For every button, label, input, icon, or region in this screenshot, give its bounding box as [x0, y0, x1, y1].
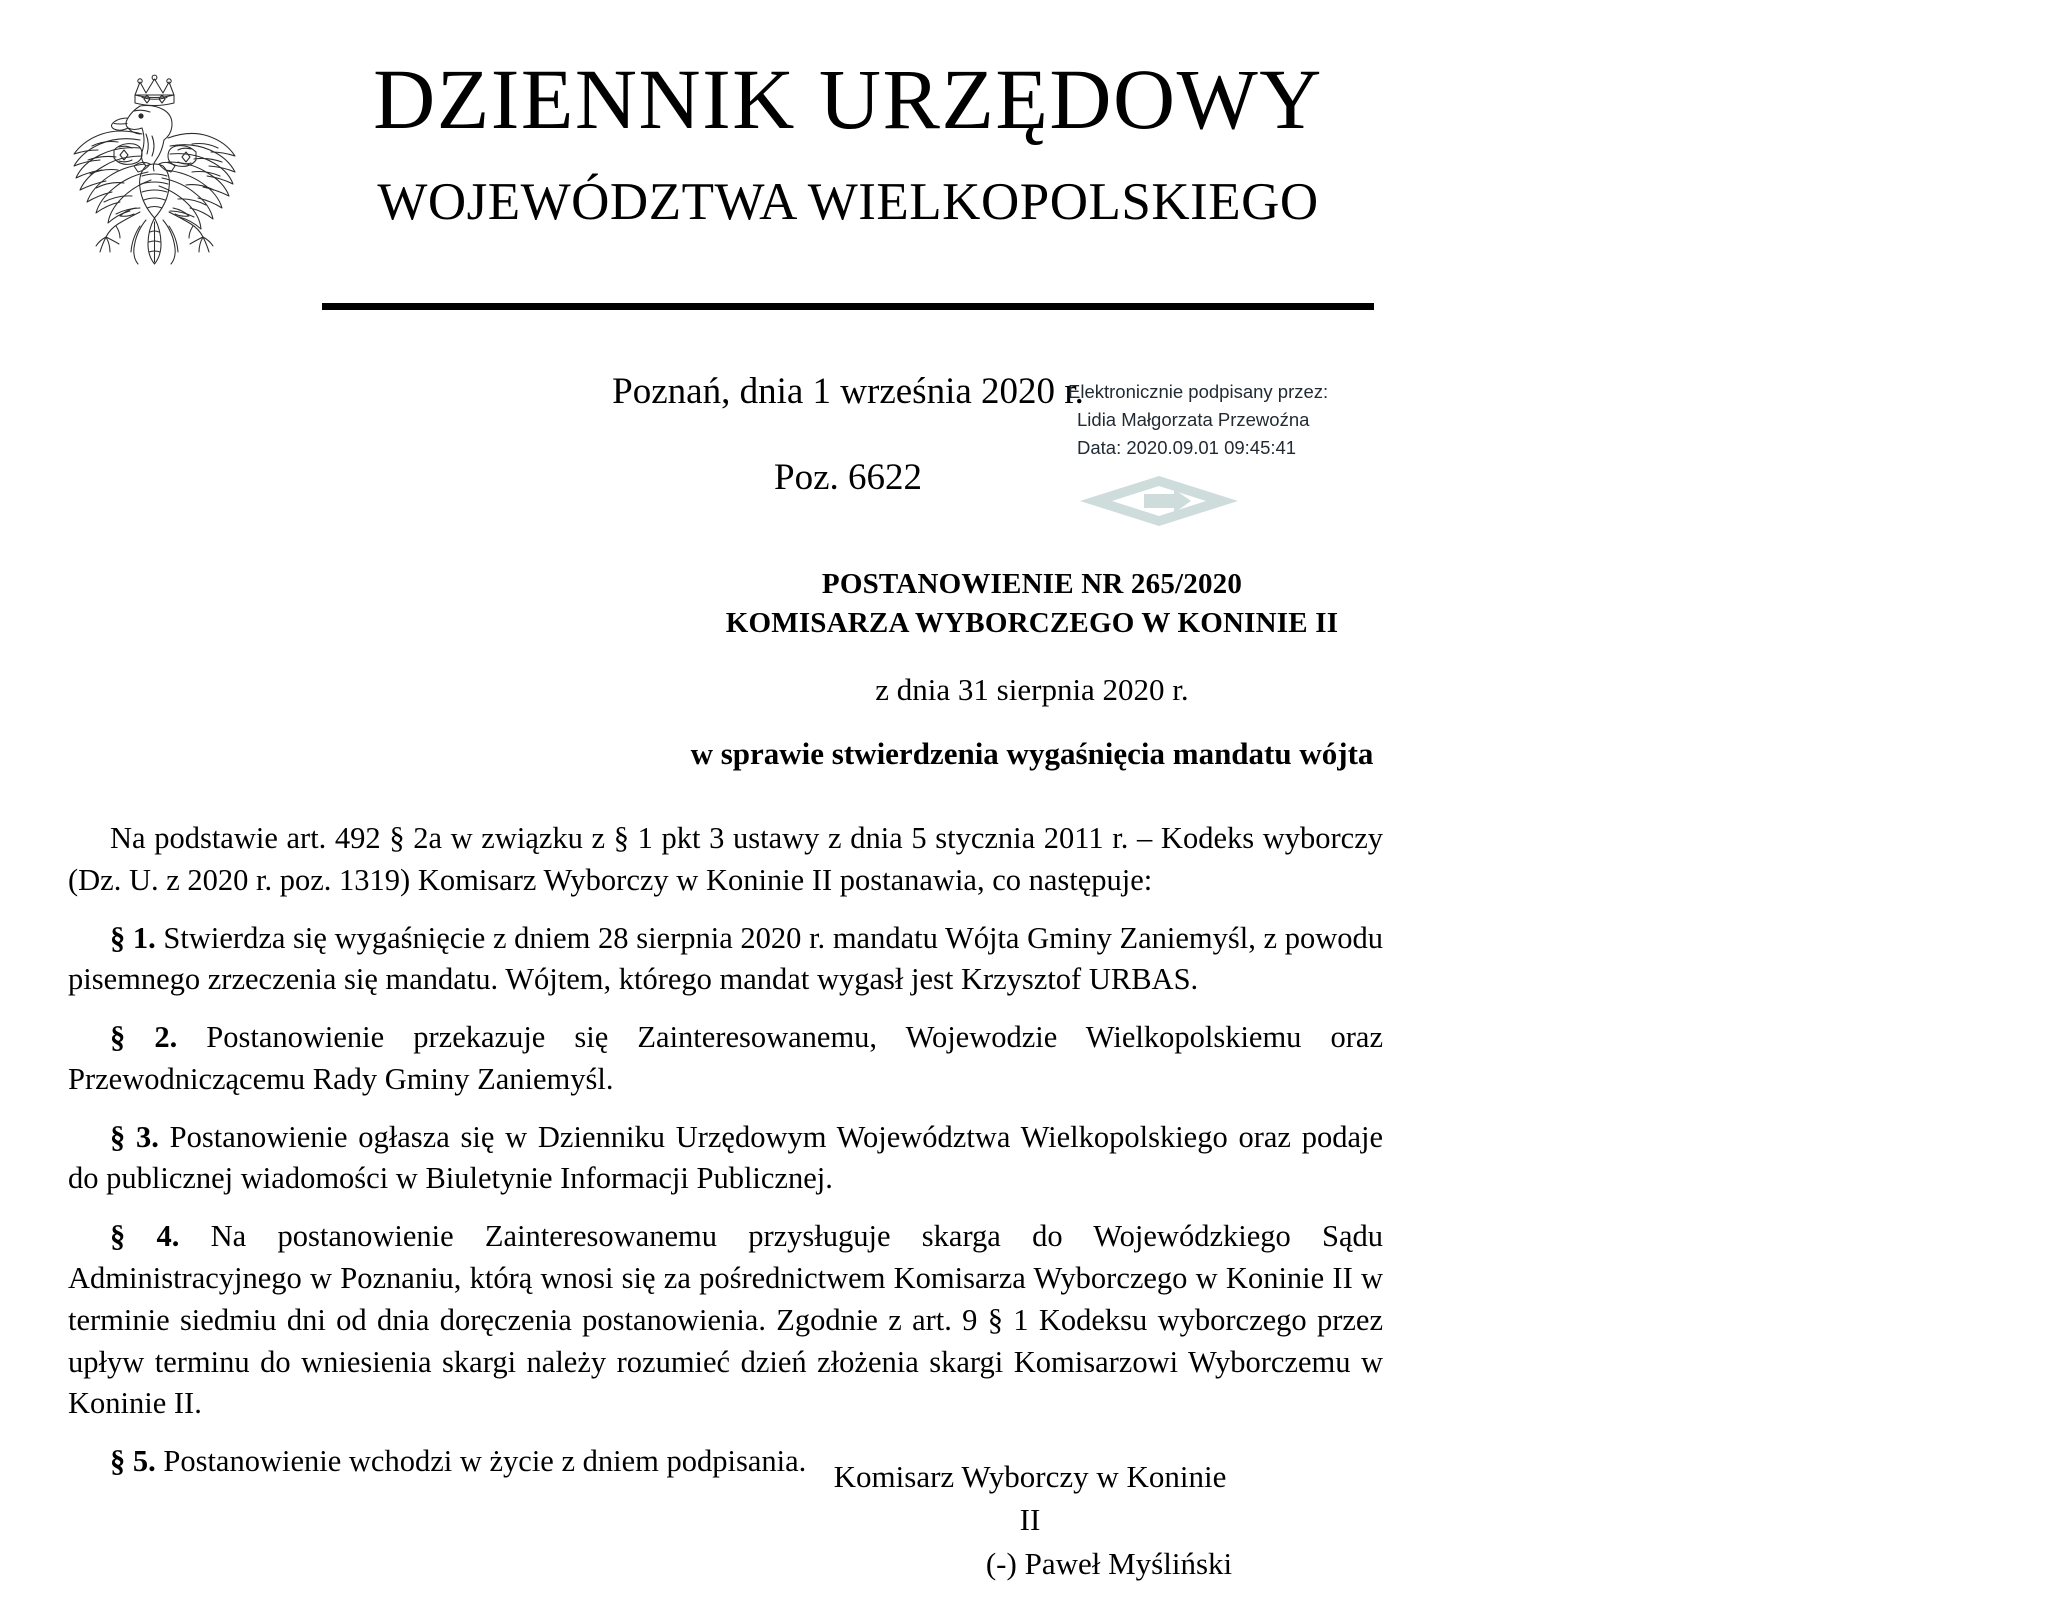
masthead-divider [322, 303, 1374, 310]
paragraph-preamble-text: Na podstawie art. 492 § 2a w związku z § 1 pkt 3 ustawy z dnia 5 stycznia 2011 r. – Kodeks wyborczy (Dz. U. z 2020 r. poz. 1319) Komisarz Wyborczy w Koninie II postanawia, co następuje: [68, 821, 1383, 897]
paragraph-1-marker: § 1. [110, 920, 156, 955]
paragraph-3 [68, 1117, 1383, 1201]
masthead [0, 0, 2064, 330]
document-subject: w sprawie stwierdzenia wygaśnięcia mandatu wójta [690, 736, 1374, 771]
signatory-role: Komisarz Wyborczy w Koninie II [833, 1459, 1227, 1538]
esignature-signed-by-label: Elektronicznie podpisany przez: [1068, 381, 1329, 402]
paragraph-2-marker: § 2. [110, 1020, 178, 1055]
paragraph-5-marker: § 5. [110, 1444, 156, 1479]
signatory-name: (-) Paweł Myśliński [985, 1545, 1233, 1581]
paragraph-1 [68, 918, 1383, 1002]
paragraph-2 [68, 1017, 1383, 1101]
issue-place-date: Poznań, dnia 1 września 2020 r. [612, 371, 1084, 412]
masthead-titles [318, 51, 1378, 231]
e-signature-diamond-logo [1078, 474, 1240, 528]
document-heading [140, 565, 1924, 642]
paragraph-4 [68, 1216, 1383, 1425]
paragraph-5-text: Postanowienie wchodzi w życie z dniem podpisania. [155, 1444, 807, 1479]
esignature-signer-name: Lidia Małgorzata Przewoźna [1077, 409, 1310, 431]
document-authority: KOMISARZA WYBORCZEGO W KONINIE II [725, 606, 1339, 639]
electronic-signature-panel [1068, 378, 1348, 528]
esignature-date: Data: 2020.09.01 09:45:41 [1077, 437, 1297, 459]
gazette-title: DZIENNIK URZĘDOWY [373, 51, 1323, 147]
signature-block [820, 1455, 1240, 1585]
paragraph-2-text: Postanowienie przekazuje się Zainteresowanemu, Wojewodzie Wielkopolskiemu oraz Przewodniczącemu Rady Gminy Zaniemyśl. [68, 1020, 1384, 1096]
paragraph-4-marker: § 4. [110, 1219, 180, 1254]
gazette-subtitle: WOJEWÓDZTWA WIELKOPOLSKIEGO [377, 173, 1319, 231]
paragraph-4-text: Na postanowienie Zainteresowanemu przysługuje skarga do Wojewódzkiego Sądu Administracyjnego w Poznaniu, którą wnosi się za pośrednictwem Komisarza Wyborczego w Koninie II w terminie siedmiu dni od dnia doręczenia postanowienia. Zgodnie z art. 9 § 1 Kodeksu wyborczego przez upływ terminu do wniesienia skargi należy rozumieć dzień złożenia skargi Komisarzowi Wyborczemu w Koninie II. [68, 1219, 1383, 1421]
paragraph-preamble [68, 818, 1383, 902]
paragraph-3-text: Postanowienie ogłasza się w Dzienniku Urzędowym Województwa Wielkopolskiego oraz podaje do publicznej wiadomości w Biuletynie Informacji Publicznej. [68, 1119, 1384, 1196]
polish-eagle-emblem [62, 62, 247, 277]
document-body [68, 818, 1383, 1483]
document-date: z dnia 31 sierpnia 2020 r. [875, 672, 1189, 707]
document-number: POSTANOWIENIE NR 265/2020 [821, 568, 1243, 600]
paragraph-1-text: Stwierdza się wygaśnięcie z dniem 28 sierpnia 2020 r. mandatu Wójta Gminy Zaniemyśl, z powodu pisemnego zrzeczenia się mandatu. Wójtem, którego mandat wygasł jest Krzysztof URBAS. [68, 920, 1383, 997]
paragraph-3-marker: § 3. [110, 1119, 159, 1154]
issue-position-number: Poz. 6622 [774, 457, 922, 499]
